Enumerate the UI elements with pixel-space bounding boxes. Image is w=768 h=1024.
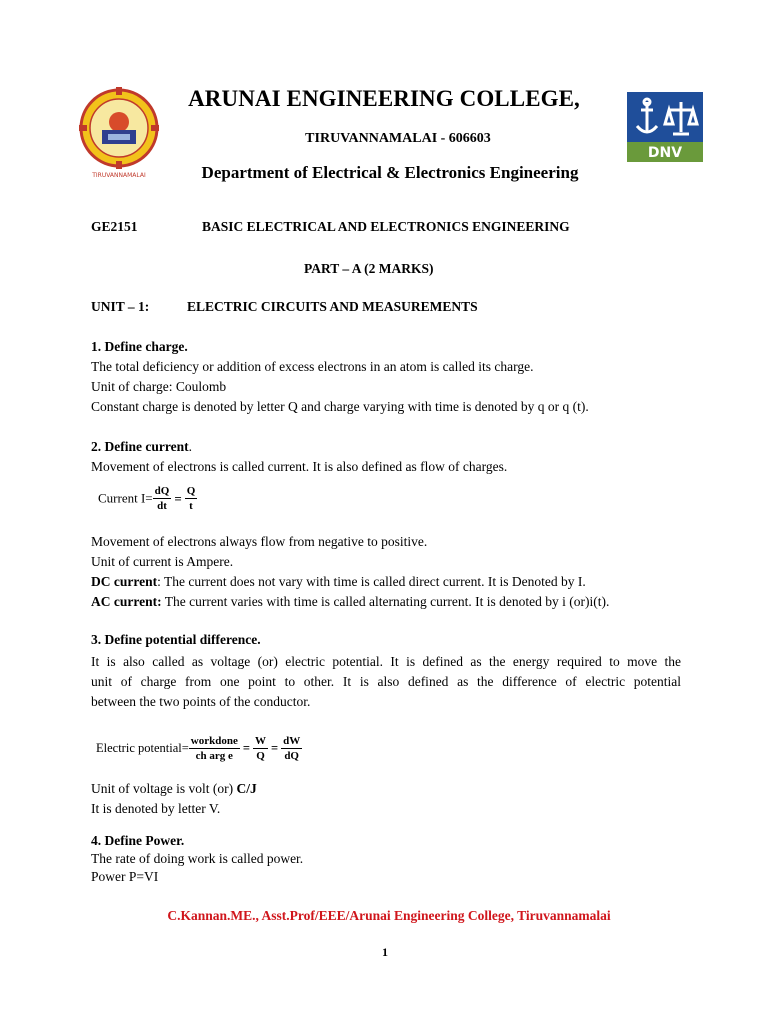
numerator: dW bbox=[283, 735, 301, 747]
voltage-unit-text: Unit of voltage is volt (or) bbox=[91, 781, 237, 796]
q4-line: Power P=VI bbox=[91, 869, 159, 884]
equals-sign: = bbox=[174, 490, 182, 506]
equals-sign: = bbox=[242, 741, 250, 755]
q1-heading: 1. Define charge. bbox=[91, 339, 188, 354]
fraction bbox=[185, 484, 198, 513]
course-code: GE2151 bbox=[91, 219, 138, 234]
q2-heading-suffix: . bbox=[188, 439, 192, 454]
q4-line: The rate of doing work is called power. bbox=[91, 851, 304, 866]
denominator: ch arg e bbox=[195, 750, 233, 762]
equals-sign: = bbox=[270, 741, 279, 755]
q2-heading-line bbox=[91, 439, 192, 455]
potential-formula bbox=[96, 734, 302, 763]
q2-line: Movement of electrons always flow from negative to positive. bbox=[91, 534, 428, 549]
q3-paragraph-line: between the two points of the conductor. bbox=[91, 694, 311, 709]
college-name: ARUNAI ENGINEERING COLLEGE, bbox=[188, 86, 580, 111]
q3-line: It is denoted by letter V. bbox=[91, 801, 221, 816]
denominator: dQ bbox=[284, 750, 299, 762]
footer-credit: C.Kannan.ME., Asst.Prof/EEE/Arunai Engineering College, Tiruvannamalai bbox=[167, 908, 611, 923]
fraction bbox=[253, 734, 268, 763]
q1-line: Constant charge is denoted by letter Q and charge varying with time is denoted by q or q (t). bbox=[91, 399, 589, 414]
formula-lhs: Electric potential= bbox=[96, 741, 189, 755]
ac-label: AC current: bbox=[91, 594, 162, 609]
voltage-unit-line bbox=[91, 781, 257, 797]
dc-label: DC current bbox=[91, 574, 158, 589]
numerator: workdone bbox=[190, 735, 238, 747]
q3-paragraph-line: It is also called as voltage (or) electric potential. It is defined as the energy required to move the bbox=[91, 654, 681, 669]
denominator: t bbox=[189, 500, 193, 512]
numerator: W bbox=[254, 735, 266, 747]
q2-line: Movement of electrons is called current. It is also defined as flow of charges. bbox=[91, 459, 508, 474]
department-title: Department of Electrical & Electronics Engineering bbox=[201, 163, 579, 182]
unit-label: UNIT – 1: bbox=[91, 299, 150, 314]
ac-current-line bbox=[91, 594, 609, 610]
q1-line: Unit of charge: Coulomb bbox=[91, 379, 227, 394]
q2-heading: 2. Define current bbox=[91, 439, 189, 454]
part-heading: PART – A (2 MARKS) bbox=[304, 261, 434, 276]
unit-title: ELECTRIC CIRCUITS AND MEASUREMENTS bbox=[187, 299, 478, 314]
page-number: 1 bbox=[382, 945, 388, 959]
fraction bbox=[189, 734, 240, 763]
denominator: dt bbox=[157, 500, 167, 512]
q3-heading: 3. Define potential difference. bbox=[91, 632, 261, 647]
dc-current-line bbox=[91, 574, 586, 590]
fraction bbox=[153, 484, 172, 513]
dnv-logo-text: DNV bbox=[647, 145, 683, 161]
numerator: Q bbox=[186, 485, 196, 497]
course-title: BASIC ELECTRICAL AND ELECTRONICS ENGINEERING bbox=[202, 219, 570, 234]
dc-text: : The current does not vary with time is called direct current. It is Denoted by I. bbox=[157, 574, 586, 589]
numerator: dQ bbox=[154, 485, 170, 497]
denominator: Q bbox=[256, 750, 265, 762]
q2-line: Unit of current is Ampere. bbox=[91, 554, 234, 569]
q4-heading: 4. Define Power. bbox=[91, 833, 185, 848]
ac-text: The current varies with time is called alternating current. It is denoted by i (or)i(t). bbox=[161, 594, 610, 609]
svg-text:TIRUVANNAMALAI: TIRUVANNAMALAI bbox=[92, 172, 146, 179]
fraction bbox=[281, 734, 302, 763]
q1-line: The total deficiency or addition of excess electrons in an atom is called its charge. bbox=[91, 359, 534, 374]
voltage-unit-bold: C/J bbox=[236, 781, 257, 796]
formula-lhs: Current I= bbox=[98, 490, 153, 506]
college-city: TIRUVANNAMALAI - 606603 bbox=[305, 131, 491, 146]
q3-paragraph-line: unit of charge from one point to other. It is also defined as the difference of electric potential bbox=[91, 674, 681, 689]
current-formula bbox=[98, 484, 197, 513]
